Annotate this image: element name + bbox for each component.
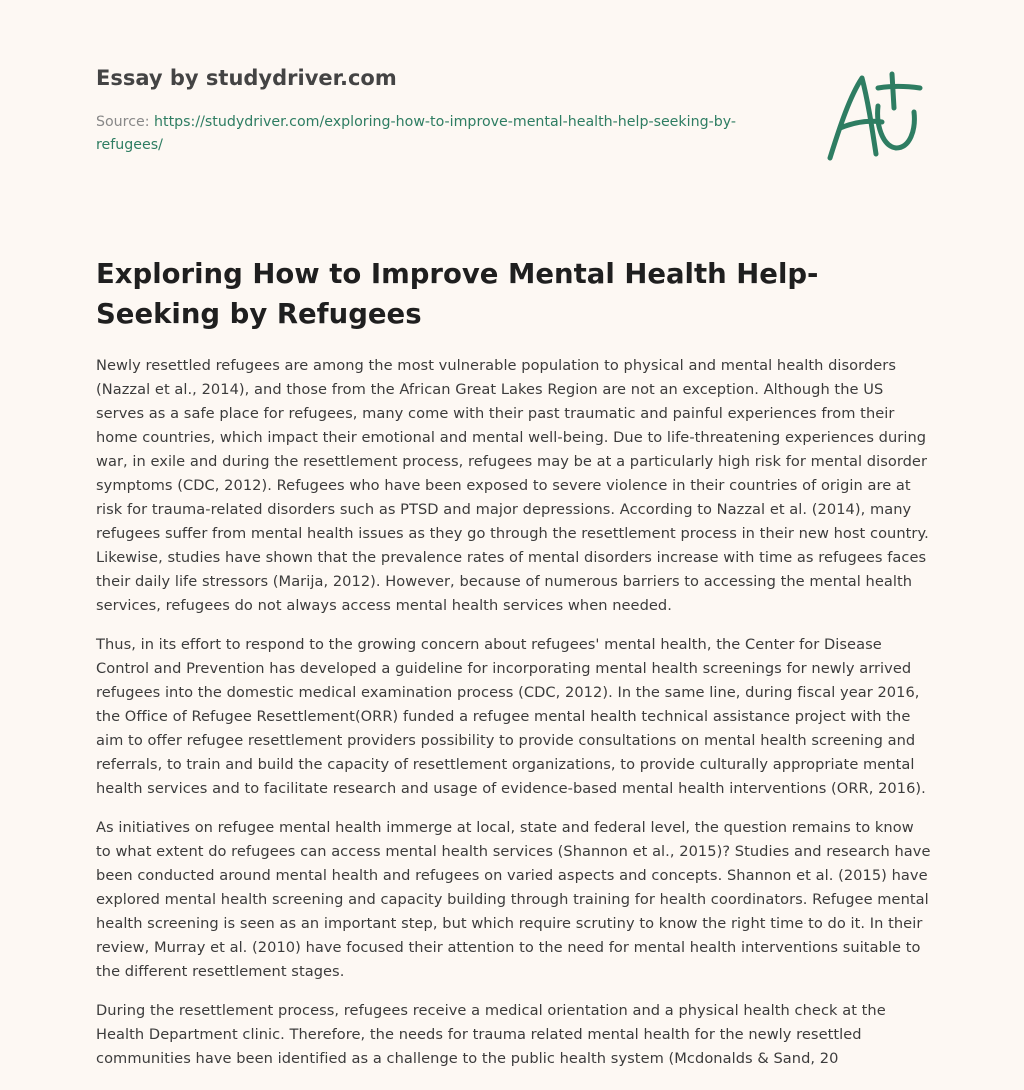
- paragraph: As initiatives on refugee mental health immerge at local, state and federal level, the question remains to know to what extent do refugees can access mental health services (Shannon et al., 2015)? Studies and research have been conducted around mental health and refugees on varied aspects and concepts. Shannon et al. (2015) have explored mental health screening and capacity building through training for health coordinators. Refugee mental health screening is seen as an important step, but which require scrutiny to know the right time to do it. In their review, Murray et al. (2010) have focused their attention to the need for mental health interventions suitable to the different resettlement stages.: [96, 819, 931, 980]
- a-plus-logo-icon: [820, 66, 930, 166]
- source-link[interactable]: https://studydriver.com/exploring-how-to-improve-mental-health-help-seeking-by-refugees/: [96, 114, 736, 153]
- essay-header: [96, 62, 796, 157]
- paragraph: During the resettlement process, refugees receive a medical orientation and a physical health check at the Health Department clinic. Therefore, the needs for trauma related mental health for the newly resettled communities have been identified as a challenge to the public health system (Mcdonalds & Sand, 20: [96, 1002, 886, 1067]
- source-line: [96, 111, 756, 157]
- brand-title: Essay by studydriver.com: [96, 66, 397, 90]
- article-title: Exploring How to Improve Mental Health Help-Seeking by Refugees: [96, 258, 819, 330]
- paragraph: Thus, in its effort to respond to the growing concern about refugees' mental health, the Center for Disease Control and Prevention has developed a guideline for incorporating mental health screenings for newly arrived refugees into the domestic medical examination process (CDC, 2012). In the same line, during fiscal year 2016, the Office of Refugee Resettlement(ORR) funded a refugee mental health technical assistance project with the aim to offer refugee resettlement providers possibility to provide consultations on mental health screening and referrals, to train and build the capacity of resettlement organizations, to provide culturally appropriate mental health services and to facilitate research and usage of evidence-based mental health interventions (ORR, 2016).: [96, 636, 926, 797]
- source-label: Source:: [96, 114, 150, 130]
- paragraph: Newly resettled refugees are among the most vulnerable population to physical and mental health disorders (Nazzal et al., 2014), and those from the African Great Lakes Region are not an exception. Although the US serves as a safe place for refugees, many come with their past traumatic and painful experiences from their home countries, which impact their emotional and mental well-being. Due to life-threatening experiences during war, in exile and during the resettlement process, refugees may be at a particularly high risk for mental disorder symptoms (CDC, 2012). Refugees who have been exposed to severe violence in their countries of origin are at risk for trauma-related disorders such as PTSD and major depressions. According to Nazzal et al. (2014), many refugees suffer from mental health issues as they go through the resettlement process in their new host country. Likewise, studies have shown that the prevalence rates of mental disorders increase with time as refugees faces their daily life stressors (Marija, 2012). However, because of numerous barriers to accessing the mental health services, refugees do not always access mental health services when needed.: [96, 357, 929, 614]
- a-plus-logo: [820, 66, 930, 166]
- article-body: [96, 354, 932, 1071]
- essay-article: [96, 254, 932, 1086]
